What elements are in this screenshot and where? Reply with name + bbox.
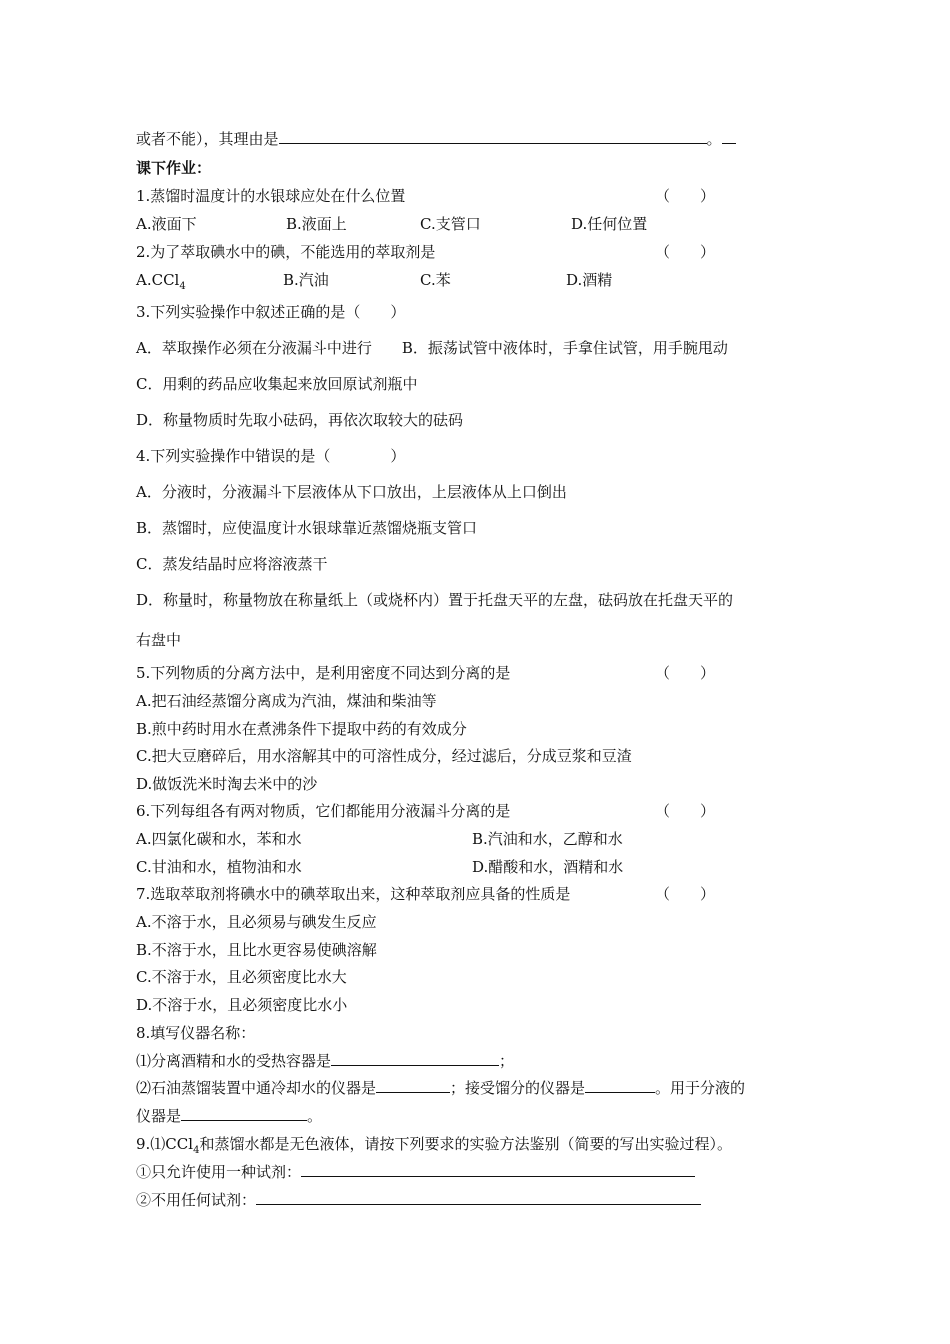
q5-option-a: A.把石油经蒸馏分离成为汽油，煤油和柴油等: [136, 692, 437, 710]
q1-option-d: D.任何位置: [571, 215, 648, 233]
q8-part-3: [136, 1106, 322, 1126]
question-2-stem: 2.为了萃取碘水中的碘，不能选用的萃取剂是: [136, 243, 436, 261]
question-5-answer[interactable]: （ ）: [655, 664, 716, 682]
question-6-answer[interactable]: （ ）: [655, 802, 716, 820]
question-5-stem: 5.下列物质的分离方法中，是利用密度不同达到分离的是: [136, 664, 511, 682]
q5-option-c: C.把大豆磨碎后，用水溶解其中的可溶性成分，经过滤后，分成豆浆和豆渣: [136, 747, 632, 765]
question-1-stem: 1.蒸馏时温度计的水银球应处在什么位置: [136, 187, 406, 205]
q7-option-a: A.不溶于水，且必须易与碘发生反应: [136, 913, 377, 931]
q8-part-3-text: 仪器是: [136, 1107, 182, 1125]
q4-option-a: A．分液时，分液漏斗下层液体从下口放出，上层液体从上口倒出: [136, 483, 567, 501]
intro-line: [136, 129, 736, 149]
q8-part-2: [136, 1078, 745, 1098]
q6-option-d: D.醋酸和水，酒精和水: [472, 858, 624, 876]
intro-end: 。: [706, 130, 722, 148]
q8-part-1: [136, 1051, 514, 1071]
q4-option-d-cont: 右盘中: [136, 631, 182, 649]
q8-part-2-mid: ；接受馏分的仪器是: [450, 1079, 586, 1097]
intro-text: 或者不能），其理由是: [136, 130, 279, 148]
q6-option-a: A.四氯化碳和水，苯和水: [136, 830, 302, 848]
q8-blank-4[interactable]: [181, 1106, 307, 1121]
q9-item-1: [136, 1162, 695, 1182]
q2-option-b: B.汽油: [283, 271, 329, 289]
question-9-stem: [136, 1134, 732, 1161]
q2-option-a-text: A.CCl: [136, 271, 180, 289]
q2-option-a: [136, 270, 186, 297]
q7-option-d: D.不溶于水，且必须密度比水小: [136, 996, 348, 1014]
q1-option-c: C.支管口: [420, 215, 481, 233]
q8-part-2-end: 。用于分液的: [655, 1079, 746, 1097]
q1-option-b: B.液面上: [286, 215, 347, 233]
question-2-answer[interactable]: （ ）: [655, 243, 716, 261]
q9-item-2: [136, 1190, 701, 1210]
question-3-stem: 3.下列实验操作中叙述正确的是（ ）: [136, 303, 406, 321]
q8-blank-2[interactable]: [376, 1078, 450, 1093]
section-title: 课下作业：: [136, 159, 212, 177]
q7-option-c: C.不溶于水，且必须密度比水大: [136, 968, 347, 986]
q8-part-2-text: ⑵石油蒸馏装置中通冷却水的仪器是: [136, 1079, 377, 1097]
q9-item-2-text: ②不用任何试剂：: [136, 1191, 257, 1209]
q6-option-c: C.甘油和水，植物油和水: [136, 858, 302, 876]
question-1-answer[interactable]: （ ）: [655, 187, 716, 205]
q8-part-3-end: 。: [307, 1107, 323, 1125]
q8-part-1-end: ；: [499, 1052, 515, 1070]
q7-option-b: B.不溶于水，且比水更容易使碘溶解: [136, 941, 377, 959]
q8-blank-1[interactable]: [331, 1051, 499, 1066]
q1-option-a: A.液面下: [136, 215, 197, 233]
q4-option-b: B．蒸馏时，应使温度计水银球靠近蒸馏烧瓶支管口: [136, 519, 478, 537]
q9-blank-1[interactable]: [301, 1162, 695, 1177]
q9-blank-2[interactable]: [256, 1190, 701, 1205]
q5-option-d: D.做饭洗米时淘去米中的沙: [136, 775, 318, 793]
q4-option-c: C．蒸发结晶时应将溶液蒸干: [136, 555, 328, 573]
q9-stem-pre: 9.⑴CCl: [136, 1135, 194, 1153]
q8-part-1-text: ⑴分离酒精和水的受热容器是: [136, 1052, 332, 1070]
subscript: 4: [193, 1145, 200, 1156]
question-8-stem: 8.填写仪器名称：: [136, 1024, 256, 1042]
q2-option-d: D.酒精: [566, 271, 613, 289]
q6-option-b: B.汽油和水，乙醇和水: [472, 830, 623, 848]
q9-stem-post: 和蒸馏水都是无色液体，请按下列要求的实验方法鉴别（简要的写出实验过程）。: [199, 1135, 732, 1153]
question-4-stem: 4.下列实验操作中错误的是（ ）: [136, 447, 406, 465]
answer-blank[interactable]: [279, 129, 707, 144]
q2-option-c: C.苯: [420, 271, 451, 289]
q9-item-1-text: ①只允许使用一种试剂：: [136, 1163, 302, 1181]
subscript: 4: [179, 281, 186, 292]
q3-option-ab: A．萃取操作必须在分液漏斗中进行 B．振荡试管中液体时，手拿住试管，用手腕甩动: [136, 339, 728, 357]
blank-tail: [722, 129, 736, 144]
question-6-stem: 6.下列每组各有两对物质，它们都能用分液漏斗分离的是: [136, 802, 511, 820]
question-7-answer[interactable]: （ ）: [655, 885, 716, 903]
q3-option-c: C．用剩的药品应收集起来放回原试剂瓶中: [136, 375, 418, 393]
q4-option-d: D．称量时，称量物放在称量纸上（或烧杯内）置于托盘天平的左盘，砝码放在托盘天平的: [136, 591, 734, 609]
q8-blank-3[interactable]: [585, 1078, 655, 1093]
question-7-stem: 7.选取萃取剂将碘水中的碘萃取出来，这种萃取剂应具备的性质是: [136, 885, 571, 903]
q3-option-d: D．称量物质时先取小砝码，再依次取较大的砝码: [136, 411, 464, 429]
q5-option-b: B.煎中药时用水在煮沸条件下提取中药的有效成分: [136, 720, 467, 738]
